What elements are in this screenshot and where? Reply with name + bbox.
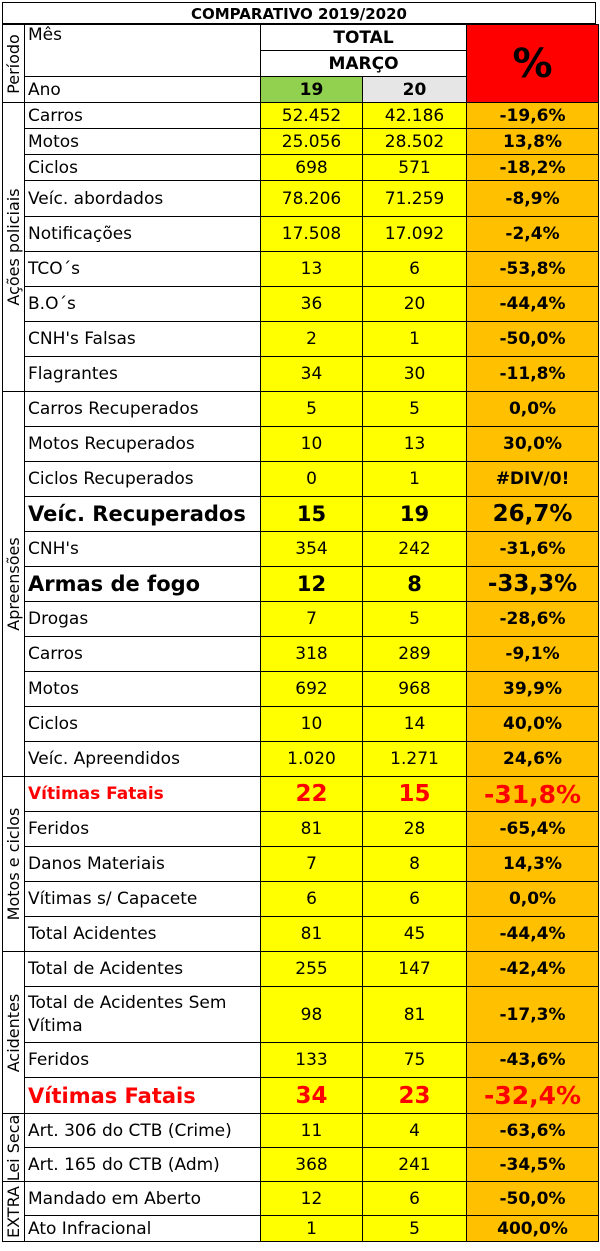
value-percent: -63,6% <box>467 1114 599 1148</box>
value-percent: 30,0% <box>467 427 599 462</box>
row-label: TCO´s <box>25 252 261 287</box>
header-year-2020: 20 <box>363 77 467 103</box>
value-2020: 17.092 <box>363 217 467 252</box>
table-row <box>3 952 599 987</box>
value-2019: 2 <box>261 322 363 357</box>
row-label: Total Acidentes <box>25 917 261 952</box>
value-2020: 5 <box>363 602 467 637</box>
category-apreensoes: Apreensões <box>3 392 25 777</box>
value-percent: -18,2% <box>467 155 599 181</box>
row-label: Feridos <box>25 812 261 847</box>
row-label: Total de Acidentes Sem Vítima <box>25 987 261 1043</box>
row-label: Carros Recuperados <box>25 392 261 427</box>
value-2019: 318 <box>261 637 363 672</box>
value-2020: 28.502 <box>363 129 467 155</box>
value-percent: -28,6% <box>467 602 599 637</box>
value-2020: 1.271 <box>363 742 467 777</box>
value-2020: 15 <box>363 777 467 812</box>
value-percent: -34,5% <box>467 1148 599 1182</box>
value-2020: 6 <box>363 252 467 287</box>
row-label: Armas de fogo <box>25 567 261 602</box>
value-2020: 23 <box>363 1078 467 1114</box>
value-2019: 13 <box>261 252 363 287</box>
value-2020: 968 <box>363 672 467 707</box>
row-label: Notificações <box>25 217 261 252</box>
row-label: Feridos <box>25 1043 261 1078</box>
row-label: Carros <box>25 103 261 129</box>
table-row <box>3 287 599 322</box>
table-row <box>3 1043 599 1078</box>
row-label: Ato Infracional <box>25 1216 261 1242</box>
sheet-title: COMPARATIVO 2019/2020 <box>2 2 596 24</box>
row-label: Drogas <box>25 602 261 637</box>
table-row <box>3 742 599 777</box>
value-percent: 14,3% <box>467 847 599 882</box>
value-2019: 11 <box>261 1114 363 1148</box>
table-row <box>3 672 599 707</box>
value-2019: 17.508 <box>261 217 363 252</box>
value-2019: 36 <box>261 287 363 322</box>
table-row <box>3 777 599 812</box>
value-percent: -9,1% <box>467 637 599 672</box>
table-row <box>3 1078 599 1114</box>
value-2020: 13 <box>363 427 467 462</box>
table-row <box>3 602 599 637</box>
value-2020: 20 <box>363 287 467 322</box>
table-row <box>3 392 599 427</box>
value-2020: 571 <box>363 155 467 181</box>
value-2019: 10 <box>261 427 363 462</box>
value-2019: 78.206 <box>261 181 363 217</box>
category-extra: EXTRA <box>3 1182 25 1242</box>
row-label: Vítimas s/ Capacete <box>25 882 261 917</box>
table-row <box>3 917 599 952</box>
row-label: Ciclos <box>25 155 261 181</box>
value-percent: 400,0% <box>467 1216 599 1242</box>
table-row <box>3 129 599 155</box>
value-percent: #DIV/0! <box>467 462 599 497</box>
value-2020: 6 <box>363 1182 467 1216</box>
value-2019: 12 <box>261 567 363 602</box>
row-label: Vítimas Fatais <box>25 1078 261 1114</box>
value-percent: -44,4% <box>467 287 599 322</box>
value-percent: -50,0% <box>467 1182 599 1216</box>
value-2020: 30 <box>363 357 467 392</box>
table-row <box>3 707 599 742</box>
value-percent: -43,6% <box>467 1043 599 1078</box>
category-acoes-policiais: Ações policiais <box>3 103 25 392</box>
row-label: Art. 306 do CTB (Crime) <box>25 1114 261 1148</box>
value-2019: 6 <box>261 882 363 917</box>
header-month-value: MARÇO <box>261 51 467 77</box>
value-percent: -2,4% <box>467 217 599 252</box>
table-row <box>3 497 599 532</box>
table-row <box>3 103 599 129</box>
row-label: Vítimas Fatais <box>25 777 261 812</box>
value-2020: 19 <box>363 497 467 532</box>
value-percent: -53,8% <box>467 252 599 287</box>
value-percent: 24,6% <box>467 742 599 777</box>
value-percent: -11,8% <box>467 357 599 392</box>
table-row <box>3 357 599 392</box>
value-percent: -31,6% <box>467 532 599 567</box>
value-2019: 81 <box>261 812 363 847</box>
value-2020: 45 <box>363 917 467 952</box>
row-label: Ciclos <box>25 707 261 742</box>
table-row <box>3 847 599 882</box>
table-row <box>3 1148 599 1182</box>
value-2019: 22 <box>261 777 363 812</box>
value-2020: 4 <box>363 1114 467 1148</box>
value-2019: 698 <box>261 155 363 181</box>
value-2020: 242 <box>363 532 467 567</box>
value-2020: 241 <box>363 1148 467 1182</box>
table-row <box>3 1114 599 1148</box>
value-percent: -8,9% <box>467 181 599 217</box>
value-2019: 15 <box>261 497 363 532</box>
value-percent: -44,4% <box>467 917 599 952</box>
table-row <box>3 812 599 847</box>
header-total: TOTAL <box>261 25 467 51</box>
table-row <box>3 181 599 217</box>
value-2019: 12 <box>261 1182 363 1216</box>
value-2019: 1.020 <box>261 742 363 777</box>
value-2019: 98 <box>261 987 363 1043</box>
table-row <box>3 322 599 357</box>
value-2020: 1 <box>363 462 467 497</box>
table-row <box>3 987 599 1043</box>
row-label: Motos <box>25 672 261 707</box>
table-row <box>3 155 599 181</box>
value-2020: 28 <box>363 812 467 847</box>
table-row <box>3 462 599 497</box>
value-2020: 8 <box>363 847 467 882</box>
row-label: Veíc. Apreendidos <box>25 742 261 777</box>
row-label: Motos <box>25 129 261 155</box>
value-percent: -33,3% <box>467 567 599 602</box>
row-label: CNH's <box>25 532 261 567</box>
row-label: B.O´s <box>25 287 261 322</box>
header-ano-label: Ano <box>25 77 261 103</box>
value-percent: -65,4% <box>467 812 599 847</box>
row-label: Veíc. abordados <box>25 181 261 217</box>
value-percent: 0,0% <box>467 882 599 917</box>
header-mes-label: Mês <box>25 25 261 77</box>
value-2019: 0 <box>261 462 363 497</box>
value-2020: 6 <box>363 882 467 917</box>
header-year-2019: 19 <box>261 77 363 103</box>
value-2020: 75 <box>363 1043 467 1078</box>
row-label: Motos Recuperados <box>25 427 261 462</box>
value-2020: 81 <box>363 987 467 1043</box>
value-percent: -50,0% <box>467 322 599 357</box>
value-2019: 25.056 <box>261 129 363 155</box>
value-2019: 34 <box>261 357 363 392</box>
row-label: Danos Materiais <box>25 847 261 882</box>
value-2019: 692 <box>261 672 363 707</box>
value-percent: 39,9% <box>467 672 599 707</box>
category-lei-seca: Lei Seca <box>3 1114 23 1181</box>
value-percent: -32,4% <box>467 1078 599 1114</box>
value-2019: 133 <box>261 1043 363 1078</box>
value-2019: 5 <box>261 392 363 427</box>
value-2020: 147 <box>363 952 467 987</box>
row-label: Total de Acidentes <box>25 952 261 987</box>
value-2019: 7 <box>261 602 363 637</box>
value-2020: 14 <box>363 707 467 742</box>
value-percent: -42,4% <box>467 952 599 987</box>
row-label: CNH's Falsas <box>25 322 261 357</box>
value-2020: 71.259 <box>363 181 467 217</box>
comparison-table <box>2 24 599 1242</box>
table-row <box>3 532 599 567</box>
table-row <box>3 217 599 252</box>
table-row <box>3 637 599 672</box>
value-percent: 13,8% <box>467 129 599 155</box>
table-row <box>3 427 599 462</box>
table-row <box>3 1216 599 1242</box>
row-label: Art. 165 do CTB (Adm) <box>25 1148 261 1182</box>
value-percent: 0,0% <box>467 392 599 427</box>
value-2019: 34 <box>261 1078 363 1114</box>
table-row <box>3 1182 599 1216</box>
table-row <box>3 567 599 602</box>
value-2019: 1 <box>261 1216 363 1242</box>
row-label: Flagrantes <box>25 357 261 392</box>
value-percent: -19,6% <box>467 103 599 129</box>
value-2020: 42.186 <box>363 103 467 129</box>
row-label: Carros <box>25 637 261 672</box>
category-periodo: Período <box>3 25 25 103</box>
header-percent: % <box>467 25 599 103</box>
value-2020: 5 <box>363 392 467 427</box>
value-percent: -31,8% <box>467 777 599 812</box>
value-2020: 8 <box>363 567 467 602</box>
row-label: Ciclos Recuperados <box>25 462 261 497</box>
value-2020: 5 <box>363 1216 467 1242</box>
value-2019: 255 <box>261 952 363 987</box>
value-2019: 10 <box>261 707 363 742</box>
value-percent: -17,3% <box>467 987 599 1043</box>
row-label: Mandado em Aberto <box>25 1182 261 1216</box>
value-2020: 289 <box>363 637 467 672</box>
value-2019: 368 <box>261 1148 363 1182</box>
table-row <box>3 252 599 287</box>
value-2019: 7 <box>261 847 363 882</box>
category-motos-e-ciclos: Motos e ciclos <box>3 777 25 952</box>
value-percent: 40,0% <box>467 707 599 742</box>
category-acidentes: Acidentes <box>3 952 25 1114</box>
header-row-total <box>3 25 599 51</box>
value-2020: 1 <box>363 322 467 357</box>
table-row <box>3 882 599 917</box>
value-2019: 52.452 <box>261 103 363 129</box>
value-2019: 81 <box>261 917 363 952</box>
value-percent: 26,7% <box>467 497 599 532</box>
value-2019: 354 <box>261 532 363 567</box>
row-label: Veíc. Recuperados <box>25 497 261 532</box>
